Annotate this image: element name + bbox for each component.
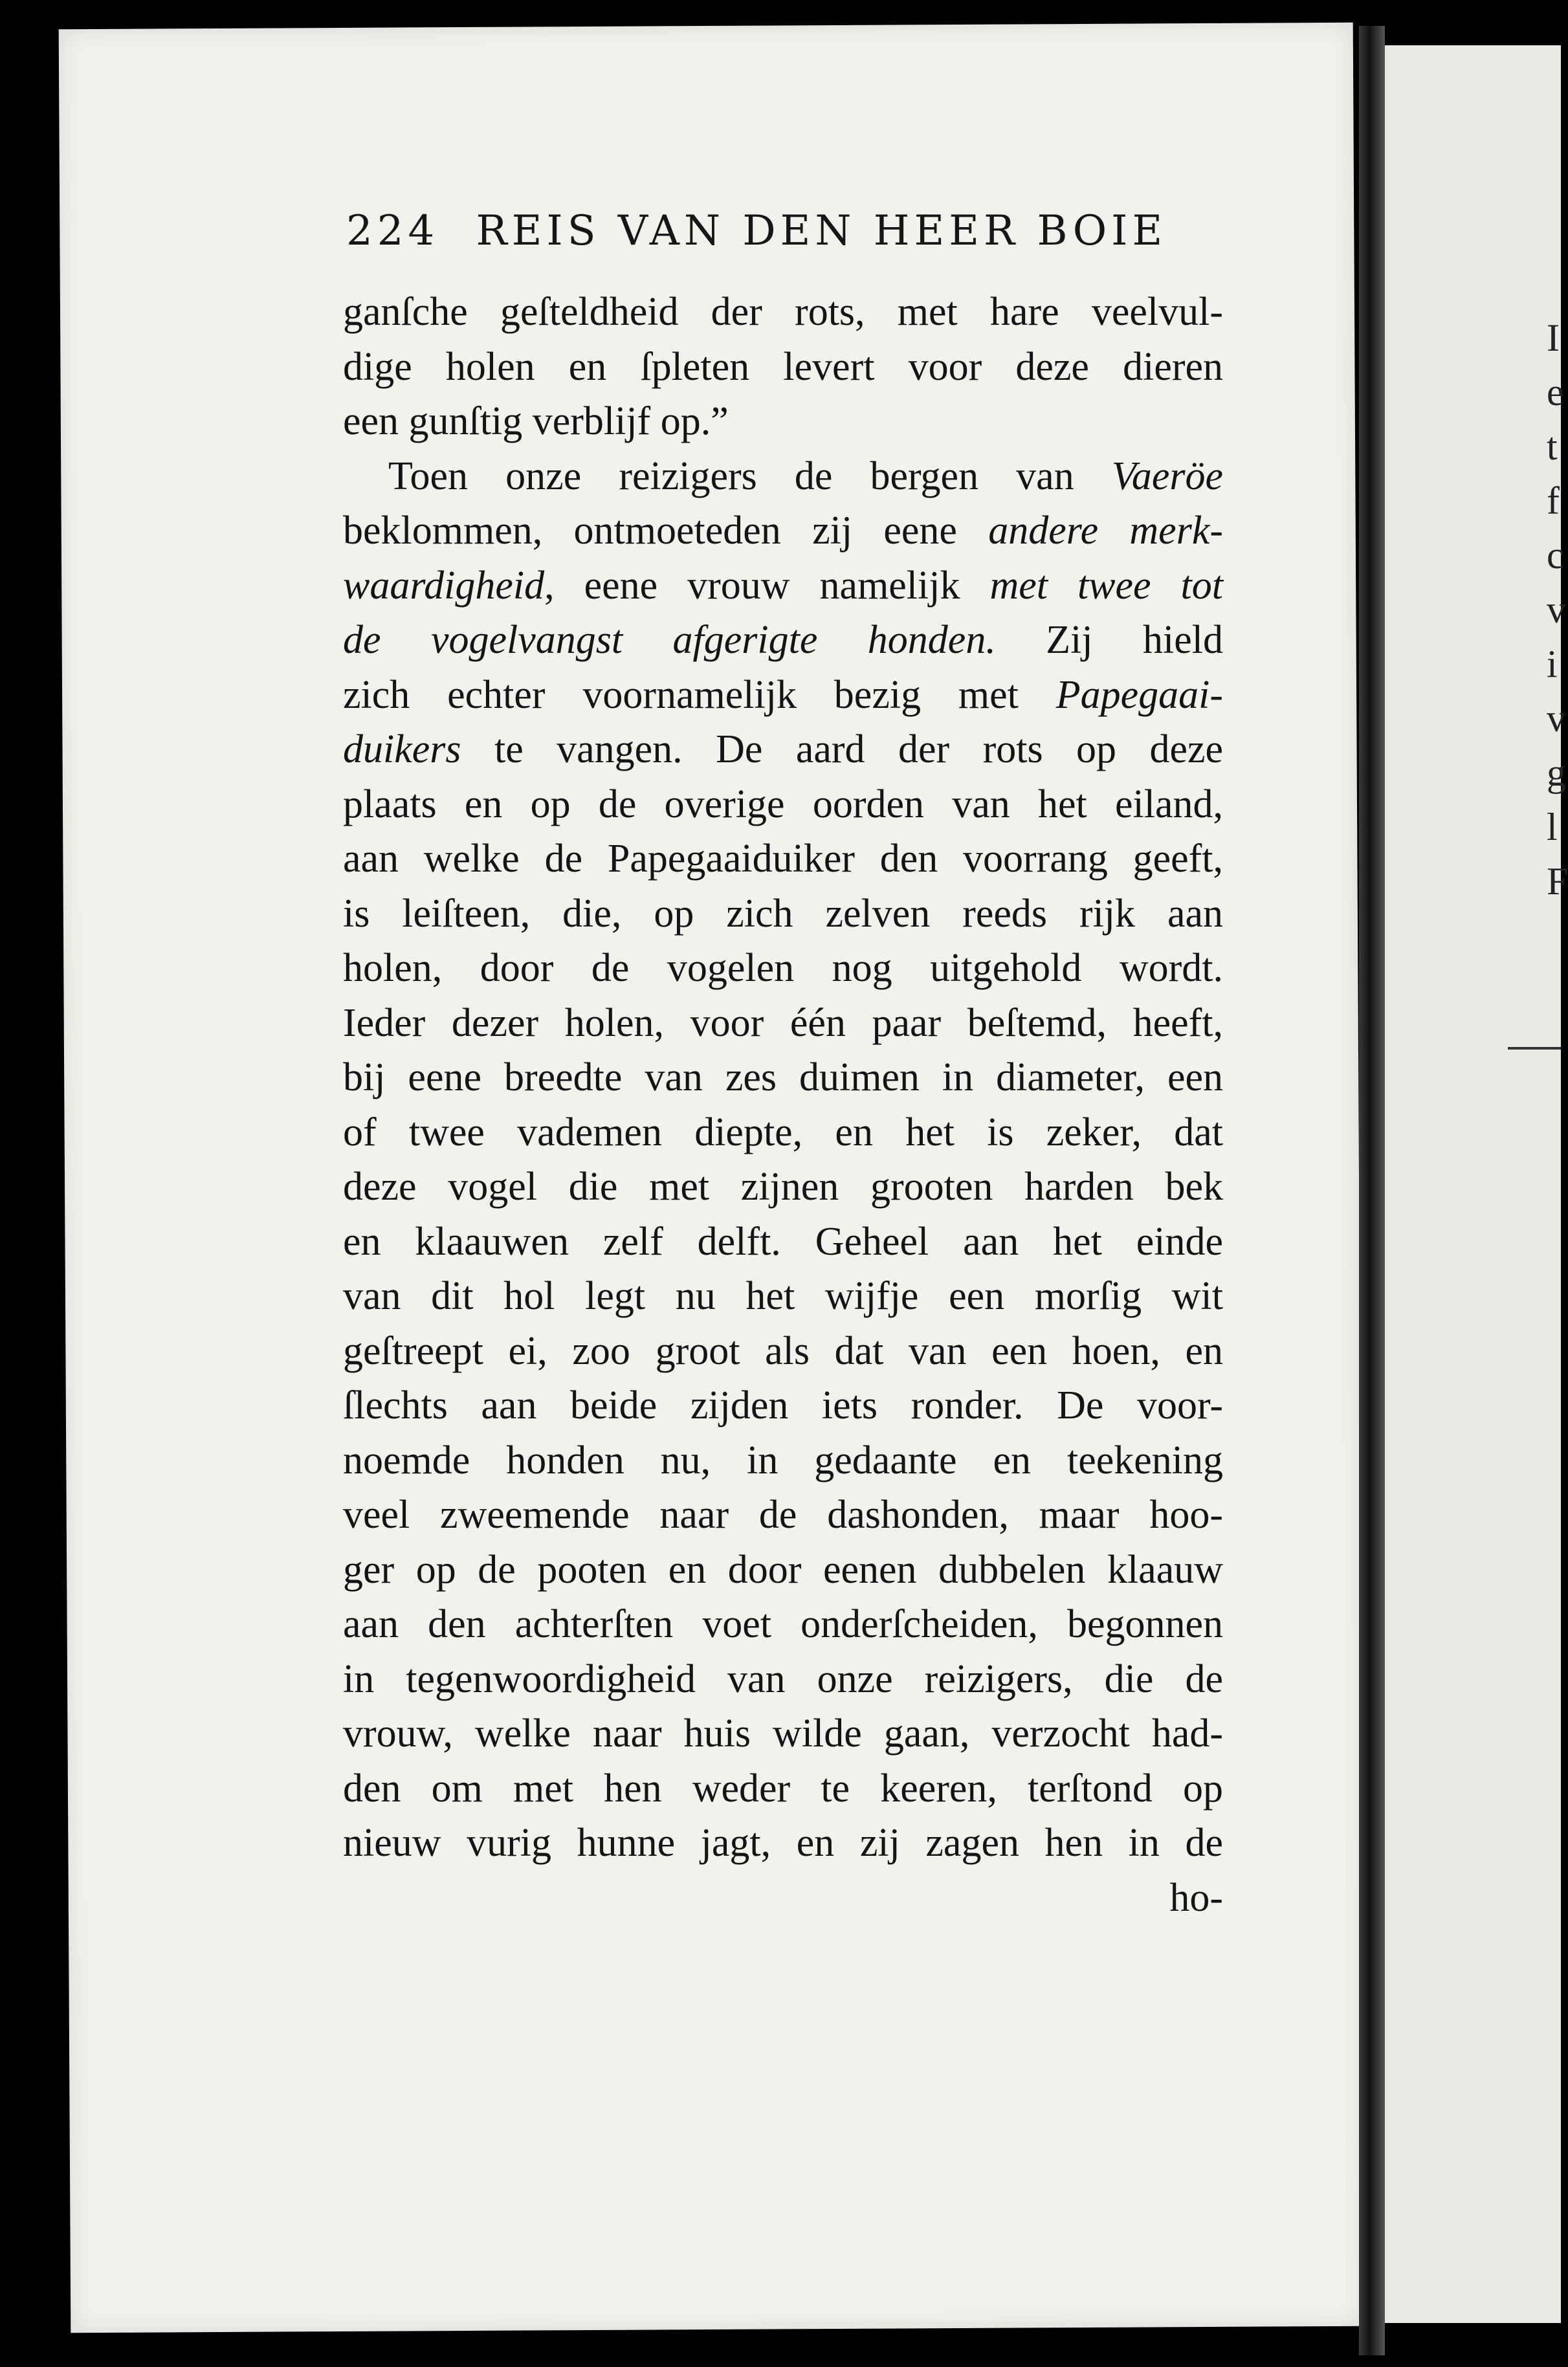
text-line: duikers te vangen. De aard der rots op deze <box>343 727 1223 771</box>
text-line: holen, door de vogelen nog uitgehold wordt. <box>343 946 1223 990</box>
text-line: deze vogel die met zijnen grooten harden bek <box>343 1165 1223 1209</box>
facing-page-letter: l <box>1547 806 1558 848</box>
facing-page-text <box>1547 311 1568 908</box>
page-number: 224 <box>346 207 439 255</box>
running-head <box>346 207 1167 255</box>
text-line: Toen onze reizigers de bergen van Vaeröe <box>388 454 1223 498</box>
facing-page-letter: c <box>1547 534 1564 577</box>
facing-page-letter: t <box>1547 425 1558 468</box>
facing-page-letter: v <box>1547 697 1566 740</box>
text-line: of twee vademen diepte, en het is zeker, dat <box>343 1110 1223 1154</box>
text-line: beklommen, ontmoeteden zij eene andere merk- <box>343 509 1223 553</box>
text-line: bij eene breedte van zes duimen in diameter, een <box>343 1055 1223 1099</box>
running-title: REIS VAN DEN HEER BOIE <box>476 207 1167 255</box>
facing-page-letter: v <box>1547 588 1566 631</box>
text-line: ger op de pooten en door eenen dubbelen klaauw <box>343 1547 1223 1592</box>
facing-page-letter: f <box>1547 479 1560 522</box>
facing-page-letter: g <box>1547 751 1566 794</box>
facing-page-letter: F <box>1547 860 1568 903</box>
text-line: in tegenwoordigheid van onze reizigers, die de <box>343 1657 1223 1701</box>
text-line: nieuw vurig hunne jagt, en zij zagen hen in de <box>343 1821 1223 1865</box>
text-line: waardigheid, eene vrouw namelijk met twee tot <box>343 563 1223 608</box>
facing-page-letter: I <box>1547 316 1560 359</box>
text-line: de vogelvangst afgerigte honden. Zij hield <box>343 618 1223 662</box>
text-line: dige holen en ſpleten levert voor deze dieren <box>343 344 1223 389</box>
facing-page-letter: e <box>1547 371 1564 413</box>
facing-page-letter: i <box>1547 643 1558 685</box>
text-line: vrouw, welke naar huis wilde gaan, verzocht had- <box>343 1712 1223 1756</box>
catchword: ho- <box>1169 1875 1223 1920</box>
book-gutter <box>1359 26 1385 2355</box>
facing-page-edge <box>1385 45 1561 2323</box>
text-line: geſtreept ei, zoo groot als dat van een hoen, en <box>343 1328 1223 1373</box>
text-line: aan welke de Papegaaiduiker den voorrang geeft, <box>343 837 1223 881</box>
text-line: ſlechts aan beide zijden iets ronder. De voor- <box>343 1383 1223 1427</box>
body-text <box>343 285 1223 1925</box>
text-line: Ieder dezer holen, voor één paar beſtemd, heeft, <box>343 1000 1223 1045</box>
text-line: ganſche geſteldheid der rots, met hare veelvul- <box>343 290 1223 334</box>
text-line: noemde honden nu, in gedaante en teekening <box>343 1438 1223 1482</box>
text-line: veel zweemende naar de dashonden, maar hoo- <box>343 1493 1223 1537</box>
text-line: zich echter voornamelijk bezig met Papegaai- <box>343 672 1223 717</box>
text-line: aan den achterſten voet onderſcheiden, begonnen <box>343 1602 1223 1646</box>
text-line: den om met hen weder te keeren, terſtond op <box>343 1766 1223 1811</box>
text-line: is leiſteen, die, op zich zelven reeds rijk aan <box>343 891 1223 936</box>
text-line: een gunſtig verblijf op.” <box>343 399 729 443</box>
text-line: van dit hol legt nu het wijfje een morſig wit <box>343 1274 1223 1318</box>
text-line: plaats en op de overige oorden van het eiland, <box>343 782 1223 826</box>
facing-page-rule <box>1508 1047 1561 1050</box>
text-line: en klaauwen zelf delft. Geheel aan het einde <box>343 1219 1223 1264</box>
